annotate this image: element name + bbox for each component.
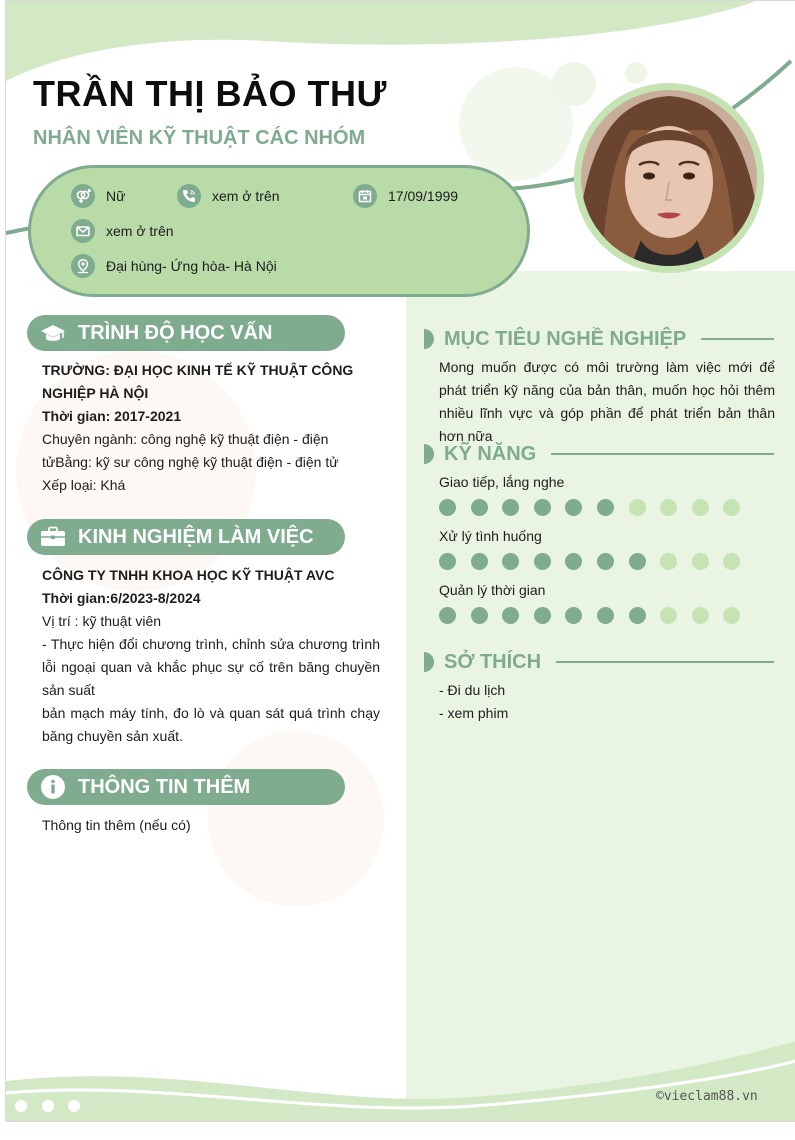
calendar-icon [353, 184, 377, 208]
skill-dot-filled [597, 607, 614, 624]
skill-dot-empty [723, 607, 740, 624]
education-content [42, 359, 380, 497]
skill-dot-filled [534, 607, 551, 624]
skill-dot-filled [597, 499, 614, 516]
skill-dot-filled [565, 607, 582, 624]
skill-dot-filled [565, 553, 582, 570]
section-divider [556, 661, 774, 663]
contact-phone [177, 184, 280, 208]
skill-dot-filled [534, 553, 551, 570]
contact-address [71, 254, 277, 278]
skill-dot-empty [692, 553, 709, 570]
skill-dot-empty [692, 607, 709, 624]
skill-dot-filled [502, 499, 519, 516]
skill-dot-filled [534, 499, 551, 516]
gender-icon [71, 184, 95, 208]
watermark: ©vieclam88.vn [656, 1089, 758, 1104]
skill-dot-empty [723, 499, 740, 516]
education-major: Chuyên ngành: công nghệ kỹ thuật điện - điện tửBằng: kỹ sư công nghệ kỹ thuật điện - điện tử [42, 431, 339, 470]
section-marker [424, 444, 434, 464]
education-grade: Xếp loại: Khá [42, 477, 126, 493]
job-title: NHÂN VIÊN KỸ THUẬT CÁC NHÓM [33, 127, 366, 149]
skill-dot-filled [597, 553, 614, 570]
experience-duty: bản mạch máy tính, đo lò và quan sát quá trình chạy băng chuyền sản xuất. [42, 705, 380, 744]
skill-dot-empty [629, 499, 646, 516]
skill-dot-empty [660, 499, 677, 516]
hobby-item: - Đi du lịch [439, 682, 506, 698]
skill-dot-empty [660, 607, 677, 624]
hobbies-list [439, 679, 775, 725]
profile-photo [574, 83, 764, 273]
experience-section-header [27, 519, 345, 555]
contact-birthday [353, 184, 458, 208]
phone-icon [177, 184, 201, 208]
section-marker [424, 652, 434, 672]
hobbies-section-header [424, 649, 774, 675]
skill-dot-filled [502, 553, 519, 570]
skill-name: Quản lý thời gian [439, 582, 546, 598]
skills-section-header [424, 441, 774, 467]
footer-dot [68, 1100, 80, 1112]
contact-phone-value: xem ở trên [212, 188, 280, 204]
skill-dot-empty [660, 553, 677, 570]
skill-dot-empty [723, 553, 740, 570]
experience-company: CÔNG TY TNHH KHOA HỌC KỸ THUẬT AVC [42, 567, 335, 583]
skill-rating [439, 499, 755, 516]
contact-box [28, 165, 530, 297]
mail-icon [71, 219, 95, 243]
skill-dot-filled [439, 499, 456, 516]
info-icon [36, 770, 70, 804]
cv-page [5, 0, 795, 1122]
skill-dot-filled [565, 499, 582, 516]
objective-section-header [424, 326, 774, 352]
contact-gender [71, 184, 125, 208]
portrait-image [581, 90, 757, 266]
skill-dot-filled [502, 607, 519, 624]
skill-rating [439, 553, 755, 570]
skill-name: Giao tiếp, lắng nghe [439, 474, 565, 490]
contact-address-value: Đại hùng- Ứng hòa- Hà Nội [106, 258, 277, 274]
education-school: TRƯỜNG: ĐẠI HỌC KINH TẾ KỸ THUẬT CÔNG NGHIỆP HÀ NỘI [42, 362, 354, 401]
additional-content [42, 814, 380, 837]
experience-content [42, 564, 380, 748]
objective-heading: MỤC TIÊU NGHỀ NGHIỆP [444, 327, 687, 350]
section-divider [701, 338, 774, 340]
experience-position: Vị trí : kỹ thuật viên [42, 613, 162, 629]
additional-heading: THÔNG TIN THÊM [78, 775, 251, 798]
location-icon [71, 254, 95, 278]
skill-dot-filled [439, 553, 456, 570]
objective-text: Mong muốn được có môi trường làm việc mới để phát triển kỹ năng của bản thân, muốn học hỏi thêm nhiều lĩnh vực và góp phần để phát triển bản thân hơn nữa [439, 359, 775, 444]
experience-heading: KINH NGHIỆM LÀM VIỆC [78, 525, 314, 548]
skill-dot-filled [471, 553, 488, 570]
skill-dot-filled [471, 499, 488, 516]
skill-rating [439, 607, 755, 624]
contact-gender-value: Nữ [106, 188, 126, 204]
experience-period: Thời gian:6/2023-8/2024 [42, 590, 201, 606]
experience-duty: - Thực hiện đổi chương trình, chỉnh sửa chương trình lỗi ngoại quan và khắc phục sự cố trên băng chuyền sản suất [42, 636, 380, 698]
education-heading: TRÌNH ĐỘ HỌC VẤN [78, 321, 273, 344]
additional-section-header [27, 769, 345, 805]
contact-email-value: xem ở trên [106, 223, 174, 239]
skill-dot-filled [629, 607, 646, 624]
skill-dot-filled [629, 553, 646, 570]
section-divider [551, 453, 774, 455]
hobbies-heading: SỞ THÍCH [444, 650, 542, 673]
briefcase-icon [36, 520, 70, 554]
skills-heading: KỸ NĂNG [444, 442, 537, 465]
skill-dot-filled [439, 607, 456, 624]
education-period: Thời gian: 2017-2021 [42, 408, 182, 424]
footer-dot [15, 1100, 27, 1112]
skill-dot-filled [471, 607, 488, 624]
skill-dot-empty [692, 499, 709, 516]
candidate-name: TRẦN THỊ BẢO THƯ [33, 73, 387, 114]
contact-birthday-value: 17/09/1999 [388, 188, 459, 204]
contact-email [71, 219, 174, 243]
graduation-cap-icon [36, 316, 70, 350]
additional-text: Thông tin thêm (nếu có) [42, 817, 191, 833]
section-marker [424, 329, 434, 349]
hobby-item: - xem phim [439, 705, 509, 721]
skill-name: Xử lý tình huống [439, 528, 542, 544]
education-section-header [27, 315, 345, 351]
footer-dot [42, 1100, 54, 1112]
